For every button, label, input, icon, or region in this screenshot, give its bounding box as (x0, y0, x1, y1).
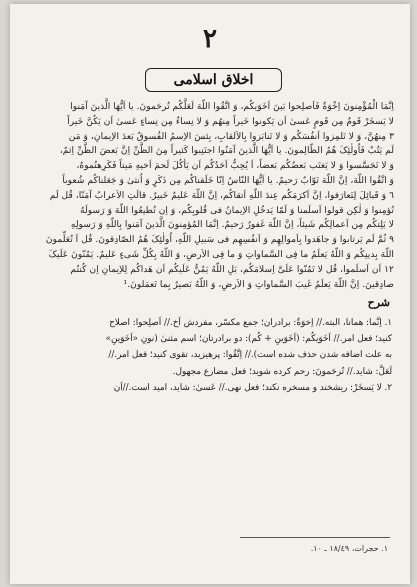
verse-line: ٦ وَ قَبائِلَ لِتَعارَفوا، اِنَّ اَکرَمَکُم عِندَ اللّهِ اَتقاکُم، اِنَّ اللّهَ عَلیمٌ خَبیرٌ. قالَتِ الاَعرابُ آمَنّا، قُل لَم (49, 189, 394, 201)
sharh-line: ٢. لا یَسخَرْ: ریشخند و مسخره نکند؛ فعل نهی.// عَسیٰ: شاید، امید است.//اَن (113, 382, 392, 393)
footnote-divider (240, 537, 390, 538)
verse-line: لا یَسخَرْ قَومٌ مِن قَومٍ عَسیٰ اَن یَکونوا خَیراً مِنهُم وَ لا نِساءٌ مِن نِساءٍ عَسیٰ اَن یَکُنَّ خَیراً (67, 115, 394, 127)
verse-line: صادِقینَ. اِنَّ اللّهَ یَعلَمُ غَیبَ السَّماواتِ وَ الاَرضِ، وَ اللّهُ بَصیرٌ بِما تَعمَلونَ.¹ (123, 278, 394, 290)
verse-line: لَم یَتُبْ فَاُولٰئِکَ هُمُ الظّالِمونَ. یا اَیُّهَا الَّذینَ آمَنُوا اجتَنِبوا کَثیراً مِنَ الظَّنِّ اِنَّ بَعضَ الظَّنِّ اِثمٌ، (59, 145, 394, 157)
sharh-line: کنید؛ فعل امر.// اَخَوَیکُم: (اَخَوَینِ + کُم): دو برادرتان؛ اسم مثنیٰ (نونِ «اَخَوَینِ» (105, 334, 392, 345)
sharh-line: به علت اضافه شدن حذف شده است).// اِتَّقُوا: پرهیزید، تقوی کنید؛ فعل امر.// (108, 350, 392, 361)
verse-line: وَ اتَّقُوا اللّهَ، اِنَّ اللّهَ تَوّابٌ رَحیمٌ. یا اَیُّهَا النّاسُ اِنّا خَلَقناکُم مِن ذَکَرٍ وَ اُنثیٰ وَ جَعَلناکُم شُعوباً (62, 174, 394, 186)
verse-line: اِنَّمَا الْمُؤْمِنونَ اِخْوَةٌ فَاَصلِحوا بَینَ اَخَوَیکُم، وَ اتَّقُوا اللّهَ لَعَلَّکُم تُرحَمونَ. یا اَیُّهَا الَّذینَ آمَنوا (70, 101, 394, 112)
lesson-title: اخلاق اسلامی (145, 68, 282, 92)
book-page (10, 4, 410, 584)
verse-line: ١٢ اَن اَسلَموا، قُل لا تَمُنّوا عَلَیَّ اِسلامَکُم، بَلِ اللّهُ یَمُنُّ عَلَیکُم اَن هَداکُم لِلاِیمانِ اِن کُنتُم (70, 263, 394, 275)
sharh-line: لَعَلَّ: شاید.// تُرحَمونَ: رحم کرده شوید؛ فعل مضارع مجهول. (172, 366, 392, 377)
verses-block (32, 100, 394, 292)
footnote: ١. حجرات، ١٨/٤٩ ـ ١٠. (310, 544, 388, 553)
verse-line: ٩ ثُمَّ لَم یَرتابوا وَ جاهَدوا بِاَموالِهِم وَ اَنفُسِهِم فی سَبیلِ اللّهِ، اُولٰئِکَ هُمُ الصّادِقونَ. قُل اَ تُعَلِّمونَ (45, 234, 394, 246)
verse-line: وَ لا تَجَسَّسوا وَ لا یَغتَب بَعضُکُم بَعضاً، اَ یُحِبُّ اَحَدُکُم اَن یَأکُلَ لَحمَ اَخیهِ مَیتاً فَکَرِهتُموهُ، (76, 160, 394, 172)
verse-line: اللّهَ بِدینِکُم وَ اللّهُ یَعلَمُ ما فِی السَّماواتِ وَ ما فِی الاَرضِ، وَ اللّهُ بِکُلِّ شَیءٍ عَلیمٌ. یَمُنّونَ عَلَیکَ (48, 248, 394, 260)
sharh-block (34, 316, 392, 397)
verse-line: تُؤمِنوا وَ لٰکِن قولوا اَسلَمنا وَ لَمّا یَدخُلِ الاِیمانُ فی قُلوبِکُم، وَ اِن تُطیعُوا اللّهَ وَ رَسولَهُ (80, 204, 394, 216)
sharh-line: ١. اِنَّما: همانا، البته.// اِخوَةٌ: برادران؛ جمع مکسّر، مفردش اَخ.// اَصلِحوا: اصلاح (109, 318, 392, 328)
sharh-heading: شرح (367, 296, 390, 309)
verse-line: لا یَلِتکُم مِن اَعمالِکُم شَیئاً، اِنَّ اللّهَ غَفورٌ رَحیمٌ. اِنَّمَا المُؤمِنونَ الَّذینَ آمَنوا بِاللّهِ وَ رَسولِهِ (70, 219, 394, 231)
chapter-number: ٢ (203, 24, 217, 54)
verse-line: ٣ مِنهُنَّ، وَ لا تَلمِزوا اَنفُسَکُم وَ لا تَنابَزوا بِالاَلقابِ، بِئسَ الاِسمُ الفُسوقُ بَعدَ الاِیمانِ، وَ مَن (68, 130, 394, 142)
